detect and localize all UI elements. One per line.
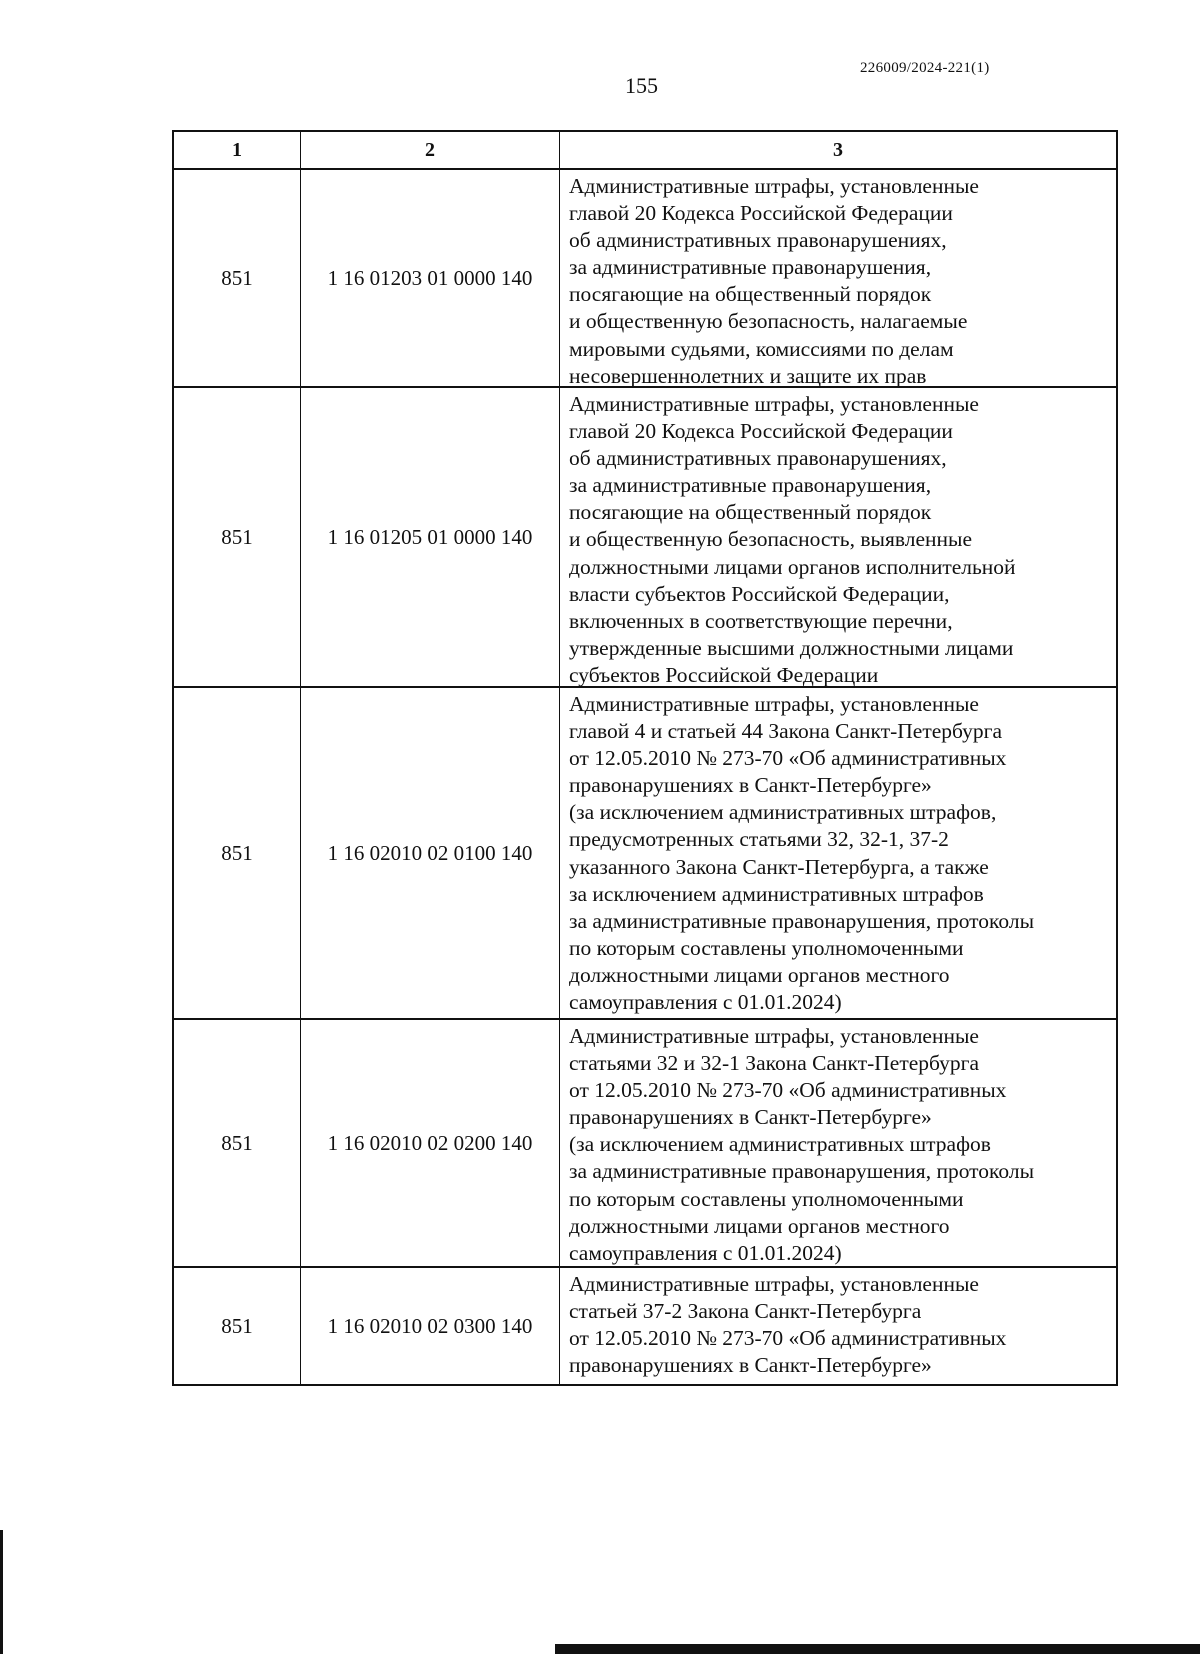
description-cell: [560, 170, 1116, 386]
budget-code-cell: 1 16 02010 02 0200 140: [301, 1020, 560, 1266]
admin-code-cell: 851: [174, 1020, 301, 1266]
description-text: Административные штрафы, установленные статьей 37-2 Закона Санкт-Петербурга от 12.05.2010 № 273-70 «Об административных правонарушениях в Санкт-Петербурге»: [569, 1272, 1007, 1378]
description-cell: [560, 388, 1116, 686]
revenue-codes-table: [172, 130, 1118, 1386]
admin-code-cell: 851: [174, 688, 301, 1018]
table-header-row: [172, 130, 1118, 170]
admin-code-cell: 851: [174, 1268, 301, 1384]
table-row: [172, 388, 1118, 688]
document-id: 226009/2024-221(1): [860, 60, 990, 76]
description-text: Административные штрафы, установленные статьями 32 и 32-1 Закона Санкт-Петербурга от 12.05.2010 № 273-70 «Об административных правонарушениях в Санкт-Петербурге» (за исключением административных штрафов за административные правонарушения, протоколы по которым составлены уполномоченными должностными лицами органов местного самоуправления с 01.01.2024): [569, 1024, 1035, 1265]
column-header-2: 2: [301, 132, 560, 168]
description-text: Административные штрафы, установленные главой 20 Кодекса Российской Федерации об административных правонарушениях, за административные правонарушения, посягающие на общественный порядок и общественную безопасность, выявленные должностными лицами органов исполнительной власти субъектов Российской Федерации, включенных в соответствующие перечни, утвержденные высшими должностными лицами субъектов Российской Федерации: [569, 392, 1016, 687]
description-cell: [560, 688, 1116, 1018]
budget-code-cell: 1 16 02010 02 0300 140: [301, 1268, 560, 1384]
admin-code-cell: 851: [174, 170, 301, 386]
scan-bottom-bar: [555, 1644, 1200, 1654]
description-text: Административные штрафы, установленные главой 4 и статьей 44 Закона Санкт-Петербурга от 12.05.2010 № 273-70 «Об административных правонарушениях в Санкт-Петербурге» (за исключением административных штрафов, предусмотренных статьями 32, 32-1, 37-2 указанного Закона Санкт-Петербурга, а также за исключением административных штрафов за административные правонарушения, протоколы по которым составлены уполномоченными должностными лицами органов местного самоуправления с 01.01.2024): [569, 692, 1035, 1015]
description-cell: [560, 1020, 1116, 1266]
page-number: 155: [625, 73, 658, 98]
column-header-3: 3: [833, 138, 843, 161]
scan-edge-line: [0, 1530, 3, 1654]
table-row: [172, 1020, 1118, 1268]
table-row: [172, 688, 1118, 1020]
column-header-1: 1: [174, 132, 301, 168]
description-cell: [560, 1268, 1116, 1384]
admin-code-cell: 851: [174, 388, 301, 686]
budget-code-cell: 1 16 01203 01 0000 140: [301, 170, 560, 386]
description-text: Административные штрафы, установленные главой 20 Кодекса Российской Федерации об административных правонарушениях, за административные правонарушения, посягающие на общественный порядок и общественную безопасность, налагаемые мировыми судьями, комиссиями по делам несовершеннолетних и защите их прав: [569, 174, 979, 388]
budget-code-cell: 1 16 02010 02 0100 140: [301, 688, 560, 1018]
table-row: [172, 1268, 1118, 1386]
table-row: [172, 170, 1118, 388]
budget-code-cell: 1 16 01205 01 0000 140: [301, 388, 560, 686]
